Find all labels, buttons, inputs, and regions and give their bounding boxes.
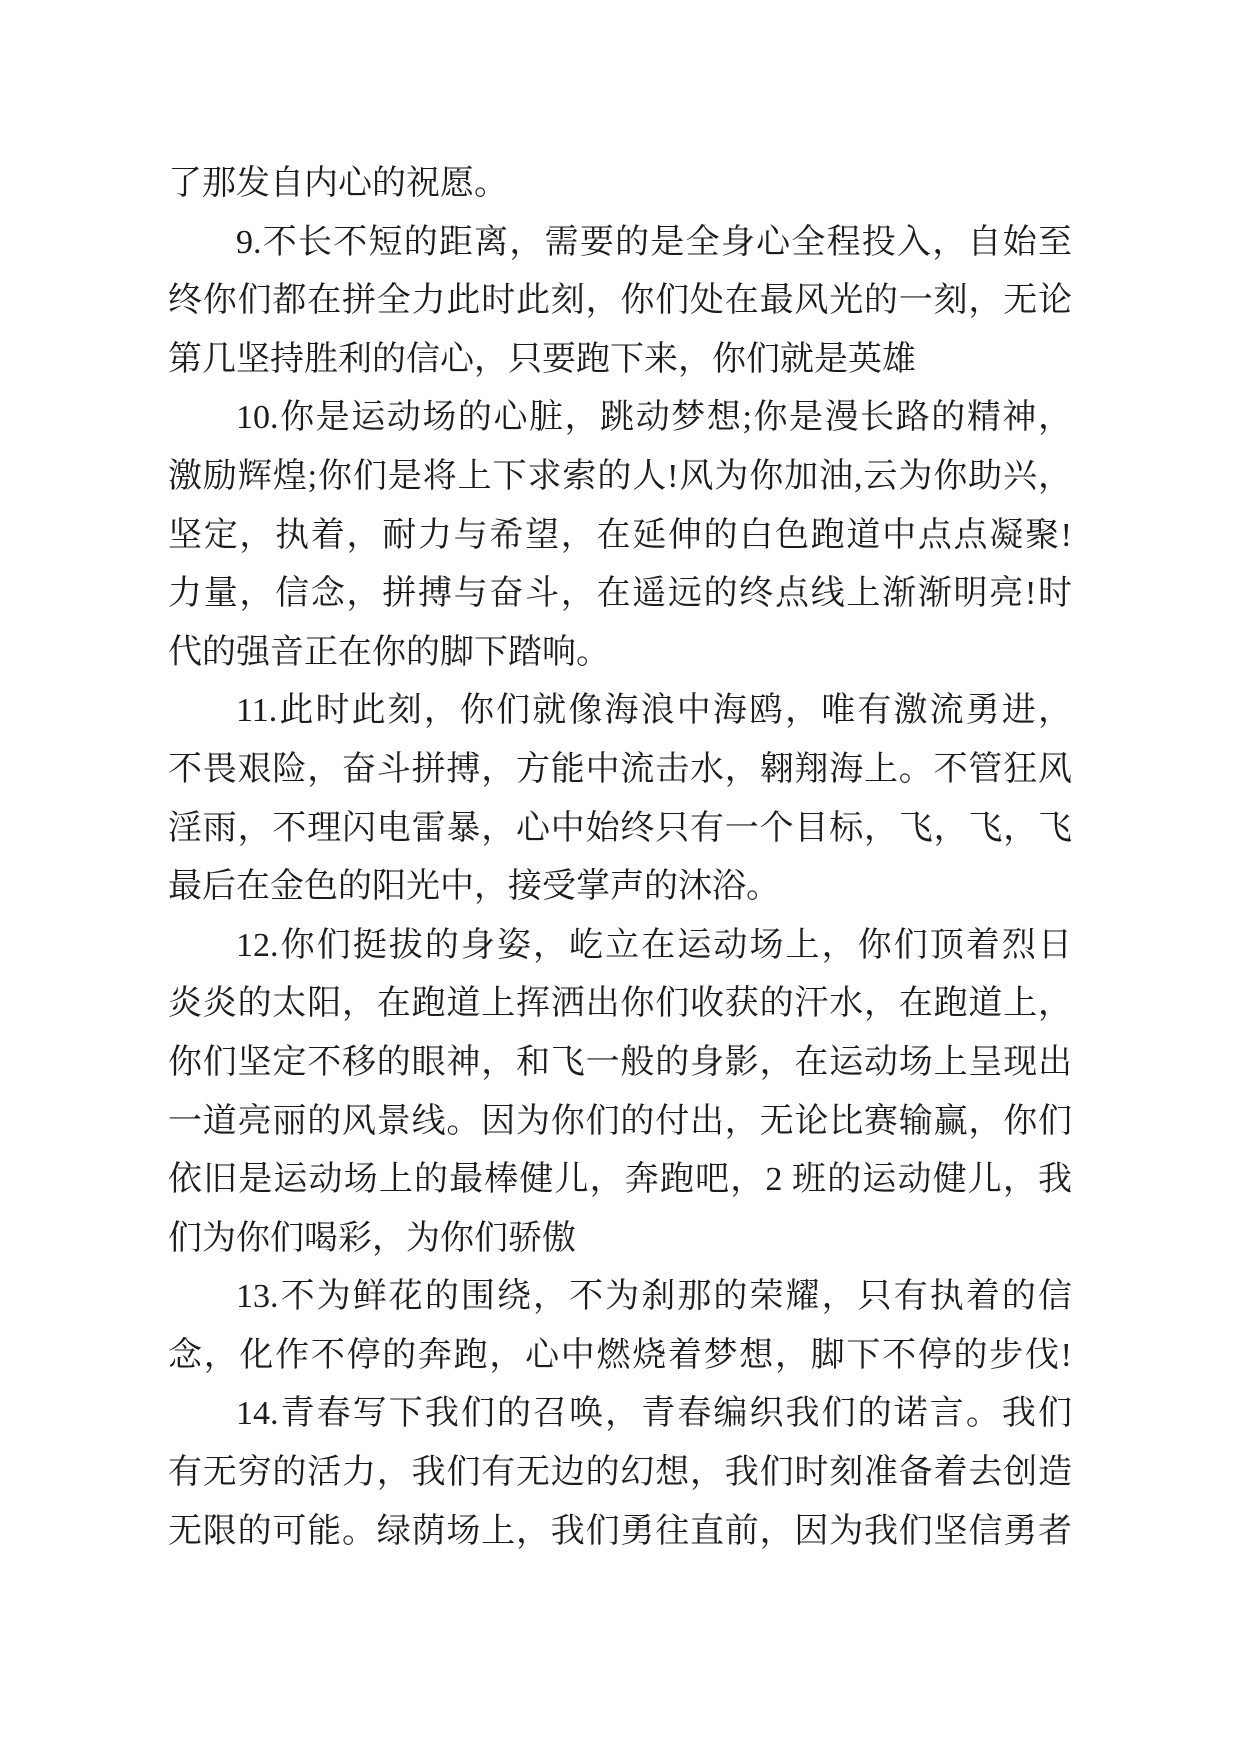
text-line: 淫雨，不理闪电雷暴，心中始终只有一个目标，飞，飞，飞 [168,809,1072,847]
text-line: 代的强音正在你的脚下踏响。 [168,633,610,671]
document-body [168,155,1072,1561]
text-line: 们为你们喝彩，为你们骄傲 [168,1219,576,1257]
text-line: 14.青春写下我们的召唤，青春编织我们的诺言。我们 [236,1395,1072,1433]
text-line: 11.此时此刻，你们就像海浪中海鸥，唯有激流勇进， [236,692,1072,730]
text-line: 终你们都在拼全力此时此刻，你们处在最风光的一刻，无论 [168,282,1072,320]
text-line: 最后在金色的阳光中，接受掌声的沐浴。 [168,868,780,906]
text-line: 第几坚持胜利的信心，只要跑下来，你们就是英雄 [168,340,916,378]
text-line: 12.你们挺拔的身姿，屹立在运动场上，你们顶着烈日 [236,926,1072,964]
text-line: 坚定，执着，耐力与希望，在延伸的白色跑道中点点凝聚! [168,516,1072,554]
text-line: 有无穷的活力，我们有无边的幻想，我们时刻准备着去创造 [168,1454,1072,1492]
text-line: 无限的可能。绿荫场上，我们勇往直前，因为我们坚信勇者 [168,1512,1072,1550]
text-line: 10.你是运动场的心脏，跳动梦想;你是漫长路的精神， [236,399,1072,437]
text-line: 13.不为鲜花的围绕，不为刹那的荣耀，只有执着的信 [236,1278,1072,1316]
text-line: 依旧是运动场上的最棒健儿，奔跑吧，2 班的运动健儿，我 [168,1161,1072,1199]
text-line: 念，化作不停的奔跑，心中燃烧着梦想，脚下不停的步伐! [168,1336,1072,1374]
text-line: 你们坚定不移的眼神，和飞一般的身影，在运动场上呈现出 [168,1043,1072,1081]
text-line: 不畏艰险，奋斗拼搏，方能中流击水，翱翔海上。不管狂风 [168,750,1072,788]
text-line: 了那发自内心的祝愿。 [168,165,508,202]
text-line: 激励辉煌;你们是将上下求索的人!风为你加油,云为你助兴， [168,457,1072,495]
text-line: 9.不长不短的距离，需要的是全身心全程投入，自始至 [236,223,1072,261]
text-line: 力量，信念，拼搏与奋斗，在遥远的终点线上渐渐明亮!时 [168,575,1072,613]
text-line: 一道亮丽的风景线。因为你们的付出，无论比赛输赢，你们 [168,1102,1072,1140]
text-line: 炎炎的太阳，在跑道上挥洒出你们收获的汗水，在跑道上， [168,985,1072,1023]
